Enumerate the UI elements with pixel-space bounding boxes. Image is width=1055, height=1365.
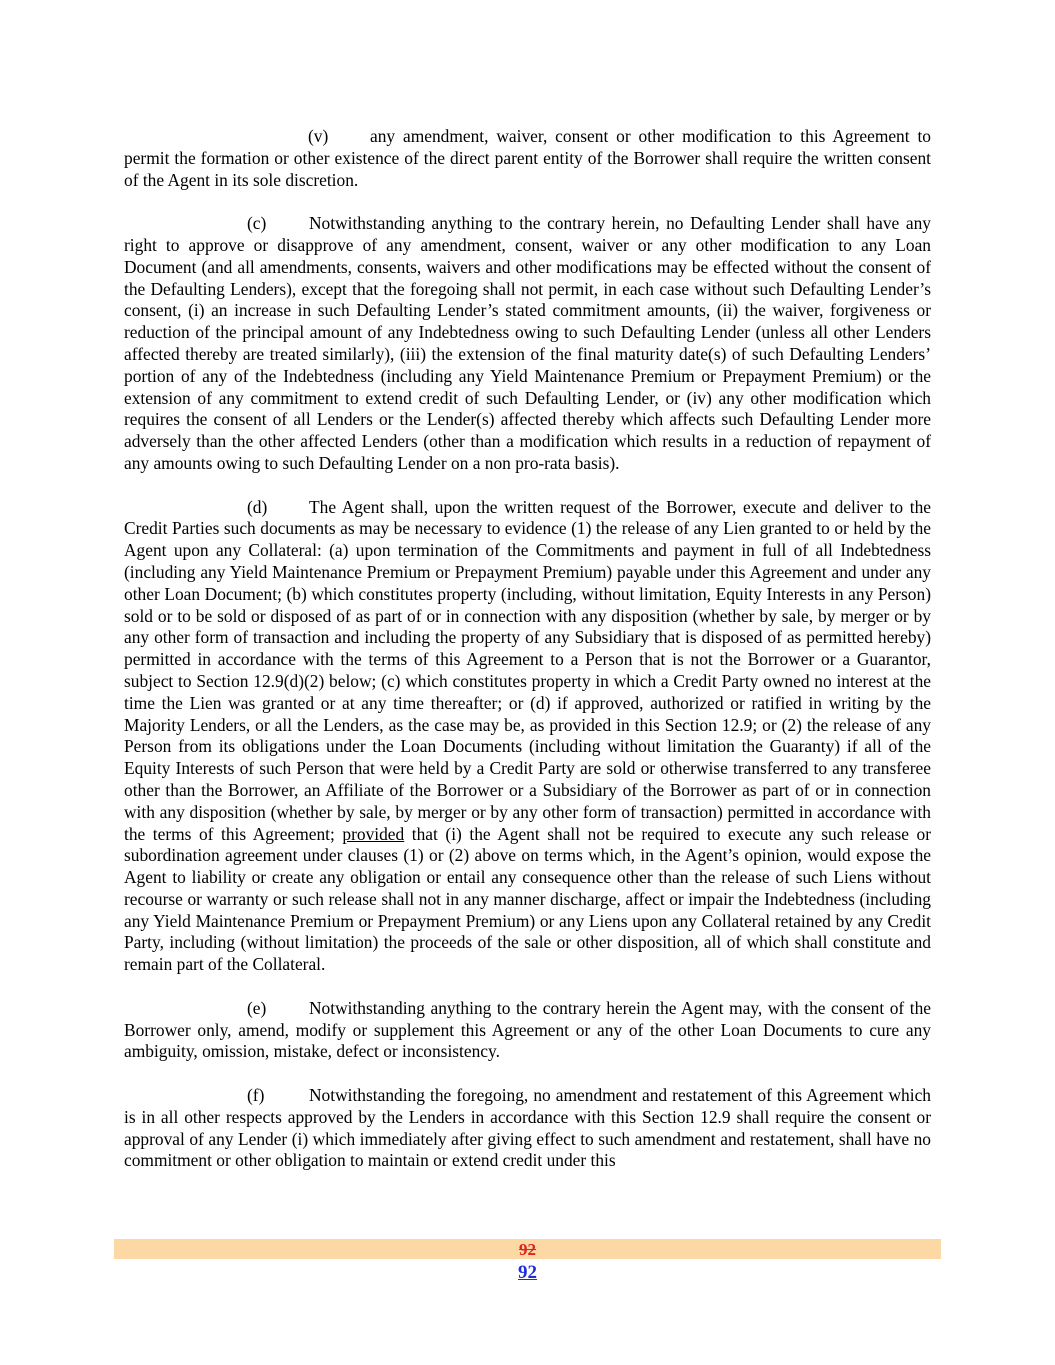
- paragraph-label: (d): [247, 496, 268, 517]
- paragraph-f: [124, 1085, 931, 1172]
- paragraph-text: Notwithstanding anything to the contrary herein the Agent may, with the consent of the Borrower only, amend, modify or supplement this Agreement or any of the other Loan Documents to cure any ambiguity, omission, mistake, defect or inconsistency.: [124, 997, 931, 1062]
- paragraph-label: (e): [247, 997, 267, 1018]
- paragraph-label: (c): [247, 213, 267, 234]
- paragraph-c: [124, 213, 931, 475]
- page-number-deleted: 92: [519, 1240, 536, 1259]
- underlined-term-provided: provided: [342, 823, 405, 844]
- paragraph-d: [124, 497, 931, 977]
- paragraph-text: any amendment, waiver, consent or other modification to this Agreement to permit the formation or other existence of the direct parent entity of the Borrower shall require the written consent of the Agent in its sole discretion.: [124, 126, 931, 190]
- paragraph-text: Notwithstanding the foregoing, no amendment and restatement of this Agreement which is in all other respects approved by the Lenders in accordance with this Section 12.9 shall require the consent or approval of any Lender (i) which immediately after giving effect to such amendment and restatement, shall have no commitment or other obligation to maintain or extend credit under this: [124, 1085, 931, 1171]
- paragraph-v: [124, 126, 931, 191]
- page-number-inserted: 92: [518, 1262, 537, 1283]
- paragraph-e: [124, 998, 931, 1063]
- paragraph-text: The Agent shall, upon the written request of the Borrower, execute and deliver to the Credit Parties such documents as may be necessary to evidence (1) the release of any Lien granted to or held by the Agent upon any Collateral: (a) upon termination of the Commitments and payment in full of all Indebtedness (including any Yield Maintenance Premium or Prepayment Premium) payable under this Agreement and under any other Loan Document; (b) which constitutes property (including, without limitation, Equity Interests in any Person) sold or to be sold or disposed of as part of or in connection with any disposition (whether by sale, by merger or by any other form of transaction and including the property of any Subsidiary that is disposed of as permitted hereby) permitted in accordance with the terms of this Agreement to a Person that is not the Borrower or a Guarantor, subject to Section 12.9(d)(2) below; (c) which constitutes property in which a Credit Party owned no interest at the time the Lien was granted or at any time thereafter; or (d) if approved, authorized or ratified in writing by the Majority Lenders, or all the Lenders, as the case may be, as provided in this Section 12.9; or (2) the release of any Person from its obligations under the Loan Documents (including without limitation the Guaranty) if all of the Equity Interests of such Person that were held by a Credit Party are sold or otherwise transferred to any transferee other than the Borrower, an Affiliate of the Borrower or a Subsidiary of the Borrower as part of or in connection with any disposition (whether by sale, by merger or by any other form of transaction) permitted in accordance with the terms of this Agreement;: [124, 496, 931, 844]
- document-page: [124, 126, 931, 1194]
- paragraph-label: (v): [308, 126, 329, 146]
- paragraph-label: (f): [247, 1085, 265, 1106]
- paragraph-text-continued: that (i) the Agent shall not be required to execute any such release or subordination agreement under clauses (1) or (2) above on terms which, in the Agent’s opinion, would expose the Agent to liability or create any obligation or entail any consequence other than the release of such Liens without recourse or warranty or such release shall not in any manner discharge, affect or impair the Indebtedness (including any Yield Maintenance Premium or Prepayment Premium) or any Liens upon any Collateral retained by any Credit Party, including (without limitation) the proceeds of the sale or other disposition, all of which shall constitute and remain part of the Collateral.: [124, 823, 931, 975]
- paragraph-text: Notwithstanding anything to the contrary herein, no Defaulting Lender shall have any right to approve or disapprove of any amendment, consent, waiver or any other modification to any Loan Document (and all amendments, consents, waivers and other modifications may be effected without the consent of the Defaulting Lenders), except that the foregoing shall not permit, in each case without such Defaulting Lender’s consent, (i) an increase in such Defaulting Lender’s stated commitment amounts, (ii) the waiver, forgiveness or reduction of the principal amount of any Indebtedness owing to such Defaulting Lender (unless all other Lenders affected thereby are treated similarly), (iii) the extension of the final maturity date(s) of such Defaulting Lenders’ portion of any of the Indebtedness (including any Yield Maintenance Premium or Prepayment Premium) or the extension of any commitment to extend credit of such Defaulting Lender, or (iv) any other modification which requires the consent of all Lenders or the Lender(s) affected thereby which affects such Defaulting Lender more adversely than the other affected Lenders (other than a modification which results in a reduction of repayment of any amounts owing to such Defaulting Lender on a non pro-rata basis).: [124, 213, 931, 473]
